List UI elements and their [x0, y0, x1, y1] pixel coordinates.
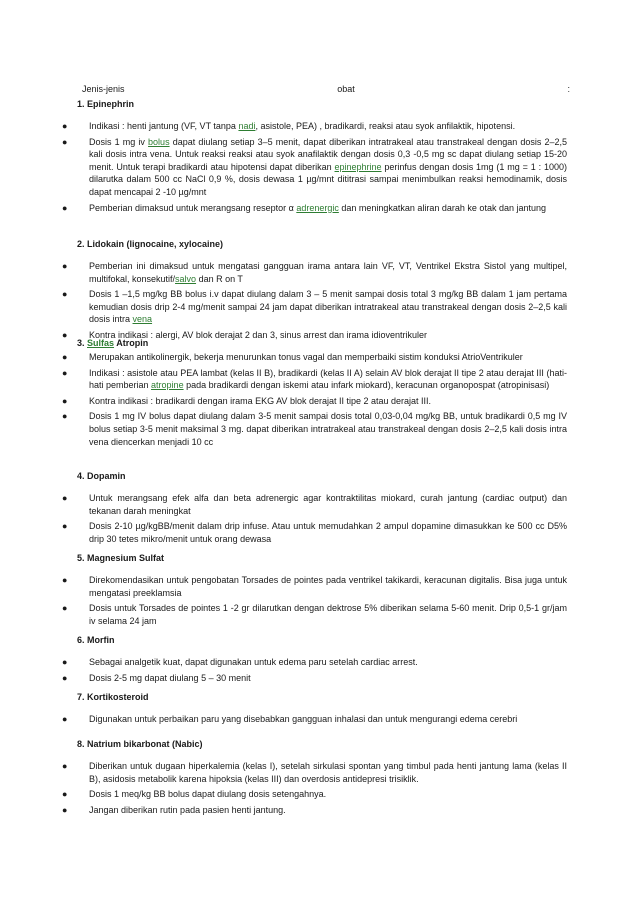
text-run: dan meningkatkan aliran darah ke otak dan jantung [338, 202, 546, 213]
list-item [62, 367, 567, 392]
text-run: perinfus dengan dosis 1mg (1 mg = 1 : 1000) dilarutka dalam 500 cc NaCl 0,9 %, dosis dewasa 1 µg/mnt dititrasi sampai menimbulkan reaksi hemodinamik, dosis dapat mencapai 2 -10 µg/mnt [89, 161, 567, 197]
section-heading [77, 337, 567, 349]
bullet-icon: ● [62, 789, 68, 800]
inline-link[interactable]: epinephrine [334, 161, 382, 172]
text-run: Sebagai analgetik kuat, dapat digunakan untuk edema paru setelah cardiac arrest. [89, 657, 418, 667]
item-list [62, 656, 567, 684]
bullet-icon: ● [62, 411, 68, 422]
item-list [62, 760, 567, 816]
bullet-icon: ● [62, 804, 68, 815]
bullet-icon: ● [62, 395, 68, 406]
intro-middle: obat [337, 84, 355, 94]
inline-link[interactable]: atropine [151, 380, 184, 391]
text-run: Atropin [114, 338, 149, 348]
list-item [62, 492, 567, 517]
item-list [62, 574, 567, 627]
text-run: Pemberian dimaksud untuk merangsang reseptor α [89, 202, 297, 213]
inline-link[interactable]: adrenergic [296, 202, 339, 213]
inline-link[interactable]: Sulfas [87, 338, 115, 348]
inline-link[interactable]: nadi [238, 121, 256, 131]
list-item [62, 804, 567, 817]
text-run: Kontra indikasi : bradikardi dengan irama EKG AV blok derajat II tipe 2 atau derajat III. [89, 395, 432, 406]
section-heading: 2. Lidokain (lignocaine, xylocaine) [77, 239, 224, 249]
bullet-icon: ● [62, 493, 68, 503]
bullet-icon: ● [62, 672, 68, 683]
list-item [62, 260, 567, 285]
bullet-icon: ● [62, 714, 68, 724]
section-magnesium [62, 552, 567, 630]
bullet-icon: ● [62, 261, 68, 271]
list-item [62, 288, 567, 326]
bullet-icon: ● [62, 761, 68, 771]
bullet-icon: ● [62, 657, 68, 667]
item-list [62, 260, 567, 342]
text-run: , asistole, PEA) , bradikardi, reaksi atau syok anfilaktik, hipotensi. [255, 121, 516, 131]
bullet-icon: ● [62, 136, 68, 147]
text-run: Dosis 1 meq/kg BB bolus dapat diulang dosis setengahnya. [89, 789, 327, 800]
list-item [62, 760, 567, 785]
text-run: Dosis untuk Torsades de pointes 1 -2 gr dilarutkan dengan dektrose 5% diberikan selama 5-60 menit. Drip 0,5-1 gr/jam iv selama 24 jam [89, 603, 567, 626]
text-run: Pemberian ini dimaksud untuk mengatasi gangguan irama antara lain VF, VT, Ventrikel Ekstra Sistol yang multipel, multifokal, konsekutif/ [89, 261, 567, 284]
list-item [62, 672, 567, 685]
text-run: Digunakan untuk perbaikan paru yang disebabkan gangguan inhalasi dan untuk mengurangi edema cerebri [89, 714, 518, 724]
list-item [62, 713, 567, 726]
list-item [62, 656, 567, 669]
list-item [62, 395, 567, 408]
item-list [62, 713, 567, 726]
text-run: Dosis 1 mg iv [89, 136, 149, 147]
section-heading: 7. Kortikosteroid [77, 692, 149, 702]
bullet-icon: ● [62, 575, 68, 585]
list-item [62, 788, 567, 801]
bullet-icon: ● [62, 121, 68, 131]
section-morfin [62, 634, 567, 687]
bullet-icon: ● [62, 603, 68, 614]
inline-link[interactable]: vena [132, 314, 153, 325]
text-run: dan R on T [196, 273, 243, 284]
text-run: pada bradikardi dengan iskemi atau infark miokard), keracunan organopospat (atropinisasi) [183, 380, 550, 391]
text-run: Dosis 1 mg IV bolus dapat diulang dalam 3-5 menit sampai dosis total 0,03-0,04 mg/kg BB, untuk bradikardi 0,5 mg IV bolus setiap 3-5 menit maksimal 3 mg. dapat diberikan intratrakeal atau transtrakeal dengan dosis 2–2,5 kali dosis intra vena diencerkan menjadi 10 cc [89, 411, 567, 447]
list-item [62, 574, 567, 599]
item-list [62, 492, 567, 545]
inline-link[interactable]: salvo [175, 273, 197, 284]
section-kortikosteroid [62, 691, 567, 729]
list-item [62, 351, 567, 364]
bullet-icon: ● [62, 521, 68, 532]
text-run: Untuk merangsang efek alfa dan beta adrenergic agar kontraktilitas miokard, curah jantung (cardiac output) dan tekanan darah meningkat [89, 493, 567, 516]
section-heading: 5. Magnesium Sulfat [77, 553, 165, 563]
bullet-icon: ● [62, 329, 68, 340]
section-heading: 6. Morfin [77, 635, 115, 645]
section-heading: 8. Natrium bikarbonat (Nabic) [77, 739, 203, 749]
item-list [62, 351, 567, 448]
text-run: Dosis 2-5 mg dapat diulang 5 – 30 menit [89, 672, 251, 683]
text-run: Diberikan untuk dugaan hiperkalemia (kelas I), setelah sirkulasi spontan yang timbul pada henti jantung lama (kelas II B), asidosis metabolik karena hipoksia (kelas III) dan overdosis antidepresi trisiklik. [89, 761, 567, 784]
section-heading: 1. Epinephrin [77, 99, 135, 109]
intro-right: : [567, 84, 570, 94]
list-item [62, 202, 567, 215]
text-run: Dosis 1 –1,5 mg/kg BB bolus i.v dapat diulang dalam 3 – 5 menit sampai dosis total 3 mg/kg BB dalam 1 jam pertama kemudian dosis drip 2-4 mg/menit sampai 24 jam dapat diberikan intratrakeal atau transtrakeal dengan dosis 2–2,5 kali dosis intra [89, 289, 567, 325]
text-run: dapat diulang setiap 3–5 menit, dapat diberikan intratrakeal atau transtrakeal dengan dosis 2–2,5 kali dosis intra vena. Untuk reaksi reaksi atau syok anafilaktik dengan dosis 0,3 -0,5 mg sc dapat diulang setiap 15-20 menit. Untuk terapi bradikardi atau hipotensi dapat diberikan [89, 136, 568, 172]
list-item [62, 136, 568, 199]
inline-link[interactable]: bolus [148, 136, 170, 147]
list-item [62, 602, 567, 627]
text-run: Indikasi : asistole atau PEA lambat (kelas II B), bradikardi (kelas II A) selain AV blok derajat II tipe 2 atau derajat III (hati-hati pemberian [89, 367, 567, 391]
intro-left: Jenis-jenis [82, 84, 125, 94]
text-run: Indikasi : henti jantung (VF, VT tanpa [89, 121, 239, 131]
text-run: Direkomendasikan untuk pengobatan Torsades de pointes pada ventrikel takikardi, keracunan digitalis. Bisa juga untuk mengatasi preeklamsia [89, 575, 567, 598]
section-lidokain [62, 238, 567, 345]
section-atropin [62, 337, 567, 451]
text-run: Kontra indikasi : alergi, AV blok derajat 2 dan 3, sinus arrest dan irama idioventrikuler [89, 329, 428, 340]
section-epinephrin [62, 98, 568, 217]
bullet-icon: ● [62, 289, 68, 300]
item-list [62, 120, 568, 214]
text-run: Dosis 2-10 µg/kgBB/menit dalam drip infuse. Atau untuk memudahkan 2 ampul dopamine dimasukkan ke 500 cc D5% drip 30 tetes mikro/menit untuk orang dewasa [89, 521, 567, 544]
list-item [62, 120, 567, 133]
section-dopamin [62, 470, 567, 548]
bullet-icon: ● [62, 367, 68, 378]
text-run: Jangan diberikan rutin pada pasien henti jantung. [89, 804, 286, 815]
list-item [62, 520, 567, 545]
bullet-icon: ● [62, 352, 68, 362]
intro-line [82, 84, 570, 94]
section-heading: 4. Dopamin [77, 471, 126, 481]
text-run: 3. [77, 338, 88, 348]
list-item [62, 410, 567, 448]
text-run: Merupakan antikolinergik, bekerja menurunkan tonus vagal dan memperbaiki sistim konduksi AtrioVentrikuler [89, 352, 523, 362]
bullet-icon: ● [62, 202, 68, 213]
section-natrium [62, 738, 567, 819]
